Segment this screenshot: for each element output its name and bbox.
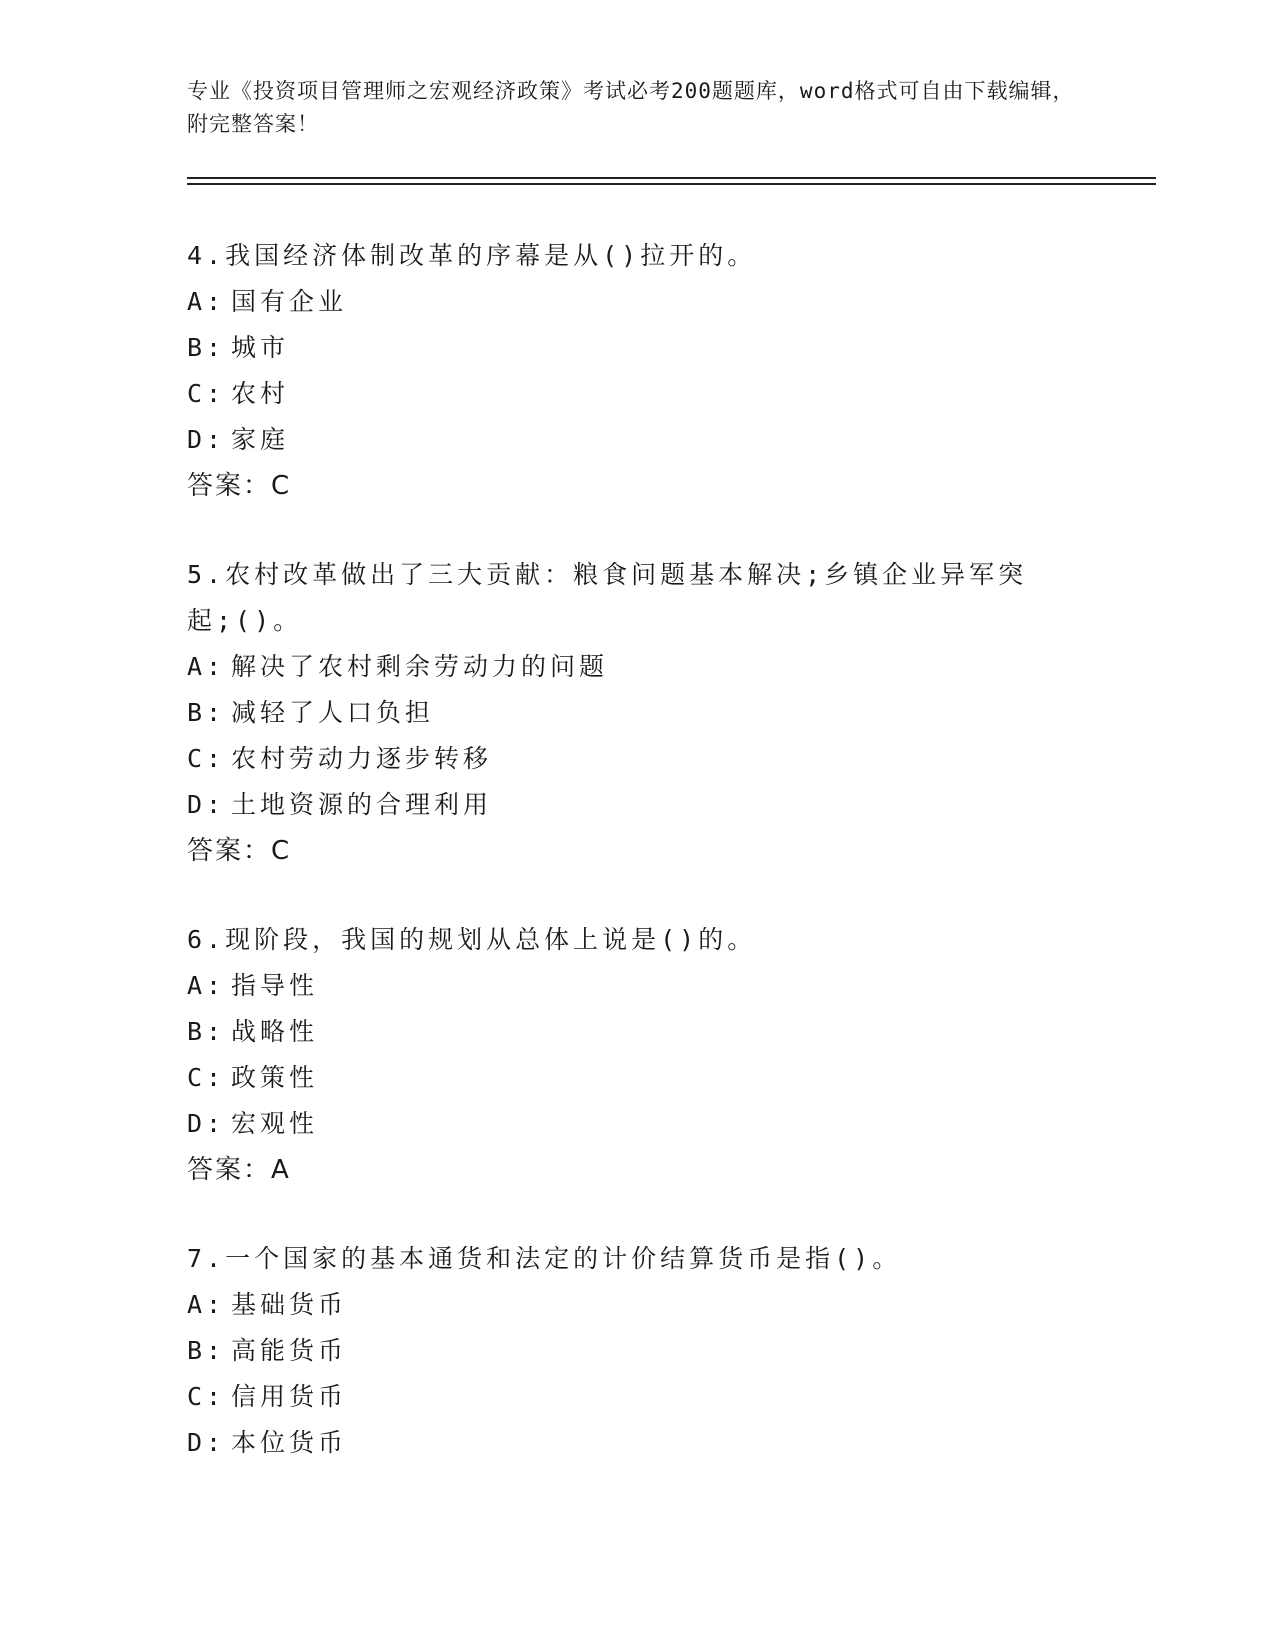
option-text: 国有企业 — [231, 287, 348, 316]
question-stem: 4.我国经济体制改革的序幕是从()拉开的。 — [187, 241, 757, 270]
question-7 — [187, 1236, 1067, 1466]
option-text: 高能货币 — [231, 1336, 348, 1365]
option-b — [187, 1328, 1067, 1374]
option-letter: D: — [187, 1109, 226, 1138]
answer-line: 答案：A — [187, 1155, 291, 1185]
option-text: 基础货币 — [231, 1290, 348, 1319]
option-letter: B: — [187, 1336, 226, 1365]
option-text: 城市 — [231, 333, 290, 362]
option-text: 减轻了人口负担 — [231, 698, 435, 727]
option-c — [187, 1055, 1067, 1101]
option-text: 战略性 — [231, 1017, 319, 1046]
option-letter: C: — [187, 379, 226, 408]
option-text: 政策性 — [231, 1063, 319, 1092]
option-letter: A: — [187, 1290, 226, 1319]
answer-line: 答案：C — [187, 836, 292, 866]
option-text: 农村劳动力逐步转移 — [231, 744, 493, 773]
option-text: 家庭 — [231, 425, 290, 454]
question-6 — [187, 917, 1067, 1193]
option-b — [187, 690, 1067, 736]
answer-line: 答案：C — [187, 471, 292, 501]
option-d — [187, 1420, 1067, 1466]
option-letter: B: — [187, 333, 226, 362]
option-b — [187, 325, 1067, 371]
option-letter: A: — [187, 971, 226, 1000]
option-text: 指导性 — [231, 971, 319, 1000]
option-a — [187, 279, 1067, 325]
option-letter: D: — [187, 790, 226, 819]
option-letter: D: — [187, 425, 226, 454]
question-stem: 7.一个国家的基本通货和法定的计价结算货币是指()。 — [187, 1244, 902, 1273]
question-stem: 6.现阶段，我国的规划从总体上说是()的。 — [187, 925, 757, 954]
option-c — [187, 371, 1067, 417]
option-c — [187, 1374, 1067, 1420]
option-letter: C: — [187, 744, 226, 773]
question-stem: 5.农村改革做出了三大贡献：粮食问题基本解决;乡镇企业异军突起;()。 — [187, 560, 1028, 635]
option-text: 土地资源的合理利用 — [231, 790, 493, 819]
option-text: 宏观性 — [231, 1109, 319, 1138]
question-list — [187, 233, 1067, 1509]
option-a — [187, 644, 1067, 690]
option-letter: B: — [187, 698, 226, 727]
option-letter: B: — [187, 1017, 226, 1046]
question-5 — [187, 552, 1067, 874]
option-a — [187, 1282, 1067, 1328]
option-a — [187, 963, 1067, 1009]
option-letter: C: — [187, 1382, 226, 1411]
header-divider-top — [187, 177, 1156, 179]
header-divider-bottom — [187, 183, 1156, 185]
option-text: 解决了农村剩余劳动力的问题 — [231, 652, 609, 681]
option-letter: A: — [187, 287, 226, 316]
option-text: 农村 — [231, 379, 290, 408]
document-header: 专业《投资项目管理师之宏观经济政策》考试必考200题题库，word格式可自由下载编辑，附完整答案！ — [187, 79, 1075, 136]
option-d — [187, 1101, 1067, 1147]
option-c — [187, 736, 1067, 782]
option-d — [187, 417, 1067, 463]
question-4 — [187, 233, 1067, 509]
option-text: 信用货币 — [231, 1382, 348, 1411]
option-letter: C: — [187, 1063, 226, 1092]
option-letter: D: — [187, 1428, 226, 1457]
option-b — [187, 1009, 1067, 1055]
option-letter: A: — [187, 652, 226, 681]
option-d — [187, 782, 1067, 828]
option-text: 本位货币 — [231, 1428, 348, 1457]
